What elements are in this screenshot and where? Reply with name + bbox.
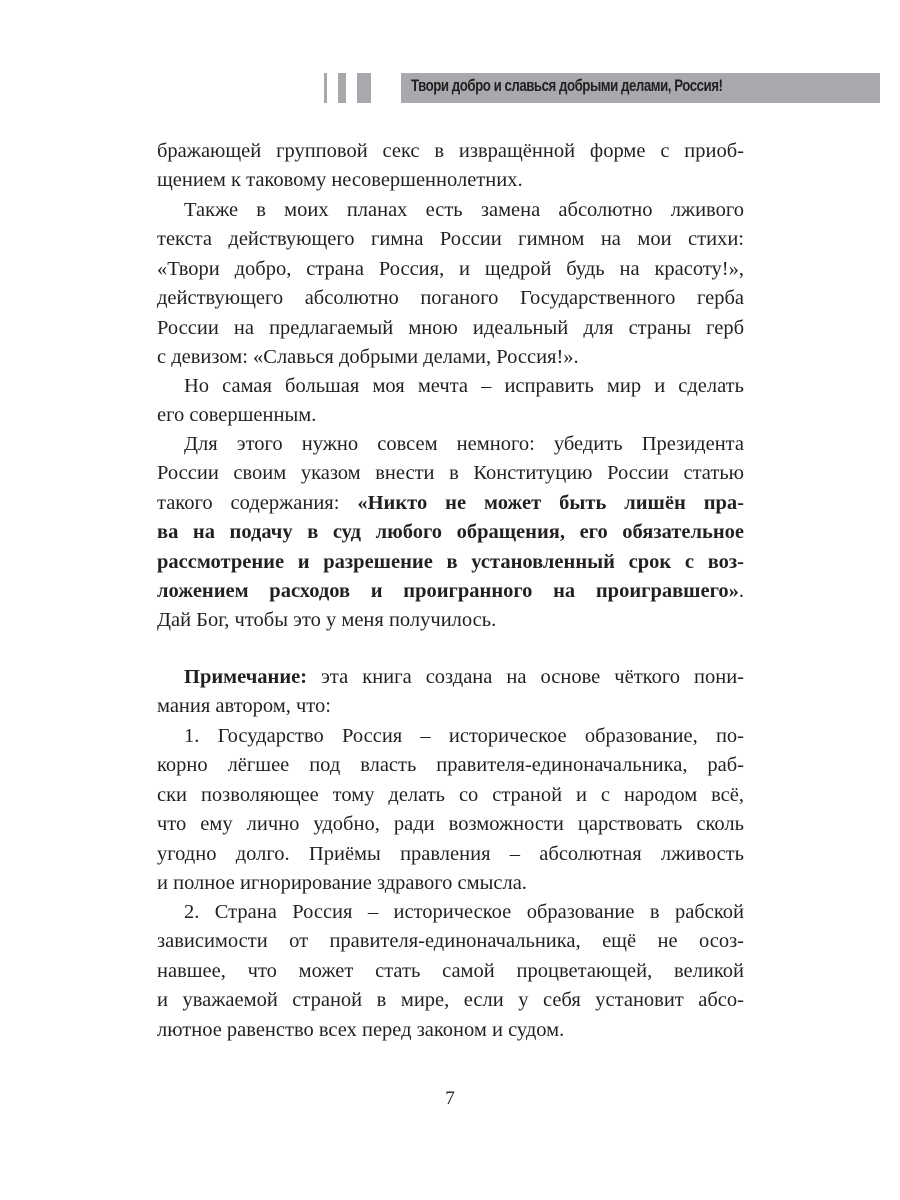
header-stripe	[338, 73, 346, 103]
text-line	[157, 663, 744, 692]
text-line	[157, 577, 744, 606]
bold-quote-segment: рассмотрение и разрешение в установленный срок с воз-	[157, 550, 744, 573]
text-line	[157, 548, 744, 577]
header-stripe	[324, 73, 327, 103]
text-line: щением к таковому несовершеннолетних.	[157, 169, 523, 192]
text-line: с девизом: «Славься добрыми делами, Россия!».	[157, 345, 579, 368]
paragraph-anthem-plans	[157, 196, 744, 372]
text-line: 1. Государство Россия – историческое образование, по-	[184, 725, 744, 747]
paragraph-dream	[157, 372, 744, 431]
text-line: навшее, что может стать самой процветающей, великой	[157, 959, 744, 982]
text-line: зависимости от правителя-единоначальника, ещё не осоз-	[157, 930, 744, 953]
paragraph-constitution	[157, 430, 744, 636]
bold-quote-segment: ложением расходов и проигранного на проигравшего»	[157, 579, 739, 602]
header-title-box	[398, 73, 880, 103]
bold-quote-segment: ва на подачу в суд любого обращения, его обязательное	[157, 521, 744, 544]
text-line: России своим указом внести в Конституцию России статью	[157, 462, 744, 485]
text-line	[157, 518, 744, 547]
bold-quote-segment: «Никто не может быть лишён пра-	[357, 491, 744, 514]
page-number: 7	[445, 1088, 455, 1109]
text-line: действующего абсолютно поганого Государственного герба	[157, 287, 744, 310]
list-item-1	[157, 722, 744, 898]
text-line: России на предлагаемый мною идеальный для страны герб	[157, 316, 744, 339]
text-line: мания автором, что:	[157, 695, 331, 718]
list-item-2	[157, 898, 744, 1045]
running-header-title: Твори добро и славься добрыми делами, Россия!	[411, 76, 723, 95]
text-line: лютное равенство всех перед законом и судом.	[157, 1018, 565, 1041]
text-line	[157, 489, 744, 518]
text-line: и полное игнорирование здравого смысла.	[157, 871, 527, 894]
header-stripe	[357, 73, 371, 103]
text-line: его совершенным.	[157, 404, 317, 427]
note-label: Примечание:	[184, 666, 308, 688]
text-line: Также в моих планах есть замена абсолютно лживого	[184, 199, 744, 221]
text-line: бражающей групповой секс в извращённой форме с приоб-	[157, 140, 744, 162]
running-header	[324, 73, 880, 103]
text-line: «Твори добро, страна Россия, и щедрой будь на красоту!»,	[157, 257, 744, 280]
text-line: Но самая большая моя мечта – исправить мир и сделать	[184, 375, 744, 397]
text-line: и уважаемой страной в мире, если у себя установит абсо-	[157, 989, 744, 1012]
text-segment: такого содержания:	[157, 491, 358, 514]
paragraph-continuation	[157, 137, 744, 196]
text-segment: .	[738, 579, 744, 602]
paragraph-note	[157, 663, 744, 722]
text-line: угодно долго. Приёмы правления – абсолютная лживость	[157, 842, 744, 865]
text-segment: эта книга создана на основе чёткого пони-	[307, 666, 744, 688]
text-line: 2. Страна Россия – историческое образование в рабской	[184, 901, 744, 923]
text-line: Дай Бог, чтобы это у меня получилось.	[157, 609, 497, 632]
text-line: корно лёгшее под власть правителя-единоначальника, раб-	[157, 754, 744, 777]
text-line: что ему лично удобно, ради возможности царствовать сколь	[157, 813, 744, 836]
text-line: текста действующего гимна России гимном на мои стихи:	[157, 228, 744, 251]
text-line: ски позволяющее тому делать со страной и с народом всё,	[157, 783, 744, 806]
text-line: Для этого нужно совсем немного: убедить Президента	[184, 433, 744, 455]
